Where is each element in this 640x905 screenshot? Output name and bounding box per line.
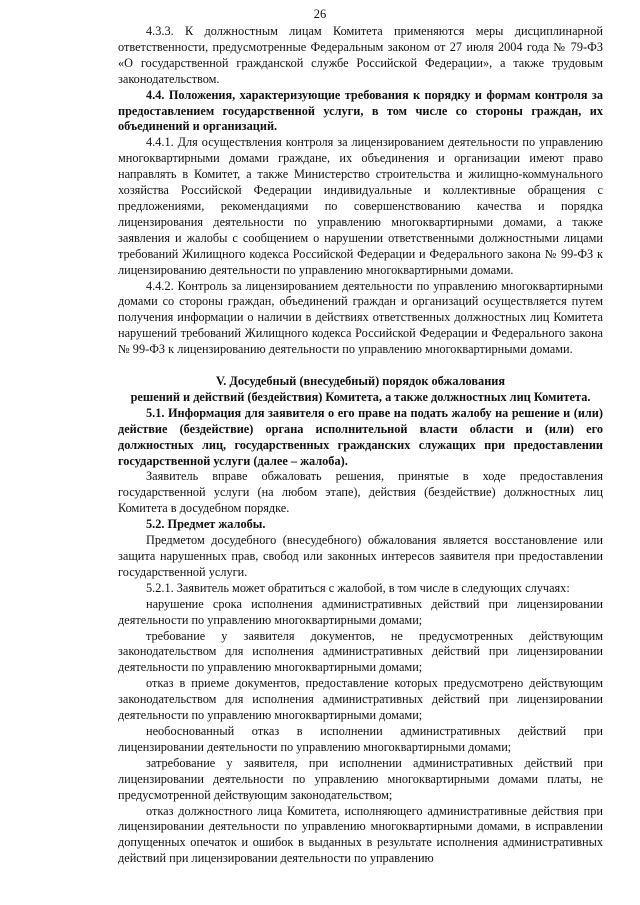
paragraph: 4.4.2. Контроль за лицензированием деятельности по управлению многоквартирными домами со стороны граждан, объединений граждан и организаций осуществляется путем получения информации о наличии в действиях ответственных должностных лиц Комитета нарушений требований Жилищного кодекса Российской Федерации и Федерального закона № 99-ФЗ к лицензированию деятельности по управлению многоквартирными домами. [118, 278, 603, 357]
paragraph: 4.4.1. Для осуществления контроля за лицензированием деятельности по управлению многоквартирными домами граждане, их объединения и организации имеют право направлять в Комитет, а также Министерство строительства и жилищно-коммунального хозяйства Российской Федерации индивидуальные и коллективные обращения с предложениями, рекомендациями по совершенствованию качества и порядка лицензирования деятельности по управлению многоквартирными домами, а также заявления и жалобы с сообщением о нарушении ответственными должностными лицами требований Жилищного кодекса Российской Федерации и Федерального закона № 99-ФЗ к лицензированию деятельности по управлению многоквартирными домами. [118, 135, 603, 277]
paragraph: Предметом досудебного (внесудебного) обжалования является восстановление или защита нарушенных прав, свобод или законных интересов заявителя при предоставлении государственной услуги. [118, 533, 603, 579]
paragraph: Заявитель вправе обжаловать решения, принятые в ходе предоставления государственной услуги (на любом этапе), действия (бездействие) должностных лиц Комитета в досудебном порядке. [118, 469, 603, 516]
paragraph: затребование у заявителя, при исполнении административных действий при лицензировании деятельности по управлению многоквартирными домами платы, не предусмотренной действующим законодательством; [118, 755, 603, 802]
paragraph: 5.2.1. Заявитель может обратиться с жалобой, в том числе в следующих случаях: [146, 580, 570, 595]
section-heading: V. Досудебный (внесудебный) порядок обжалования [215, 374, 506, 389]
paragraph: отказ должностного лица Комитета, исполняющего административные действия при лицензировании деятельности по управлению многоквартирными домами, в исправлении допущенных опечаток и ошибок в выданных в результате исполнения административных действий при лицензировании деятельности по управлению [118, 803, 603, 866]
paragraph: 4.4. Положения, характеризующие требования к порядку и формам контроля за предоставлением государственной услуги, в том числе со стороны граждан, их объединений и организаций. [118, 87, 603, 134]
paragraph: нарушение срока исполнения административных действий при лицензировании деятельности по управлению многоквартирными домами; [118, 596, 603, 627]
document-body [118, 24, 603, 867]
paragraph: 5.2. Предмет жалобы. [146, 517, 266, 532]
paragraph: отказ в приеме документов, предоставление которых предусмотрено действующим законодательством для исполнения административных действий при лицензировании деятельности по управлению многоквартирными домами; [118, 676, 603, 723]
page-number: 26 [313, 7, 327, 21]
paragraph: 5.1. Информация для заявителя о его праве на подать жалобу на решение и (или) действие (бездействие) органа исполнительной власти области и (или) его должностных лиц, государственных гражданских служащих при предоставлении государственной услуги (далее – жалоба). [118, 405, 603, 468]
section-heading: решений и действий (бездействия) Комитета, а также должностных лиц Комитета. [130, 389, 591, 404]
paragraph: 4.3.3. К должностным лицам Комитета применяются меры дисциплинарной ответственности, предусмотренные Федеральным законом от 27 июля 2004 года № 79-ФЗ «О государственной гражданской службе Российской Федерации», а также трудовым законодательством. [118, 24, 603, 86]
paragraph: требование у заявителя документов, не предусмотренных действующим законодательством для исполнения административных действий при лицензировании деятельности по управлению многоквартирными домами; [118, 628, 603, 675]
paragraph: необоснованный отказ в исполнении административных действий при лицензировании деятельности по управлению многоквартирными домами; [118, 723, 603, 754]
